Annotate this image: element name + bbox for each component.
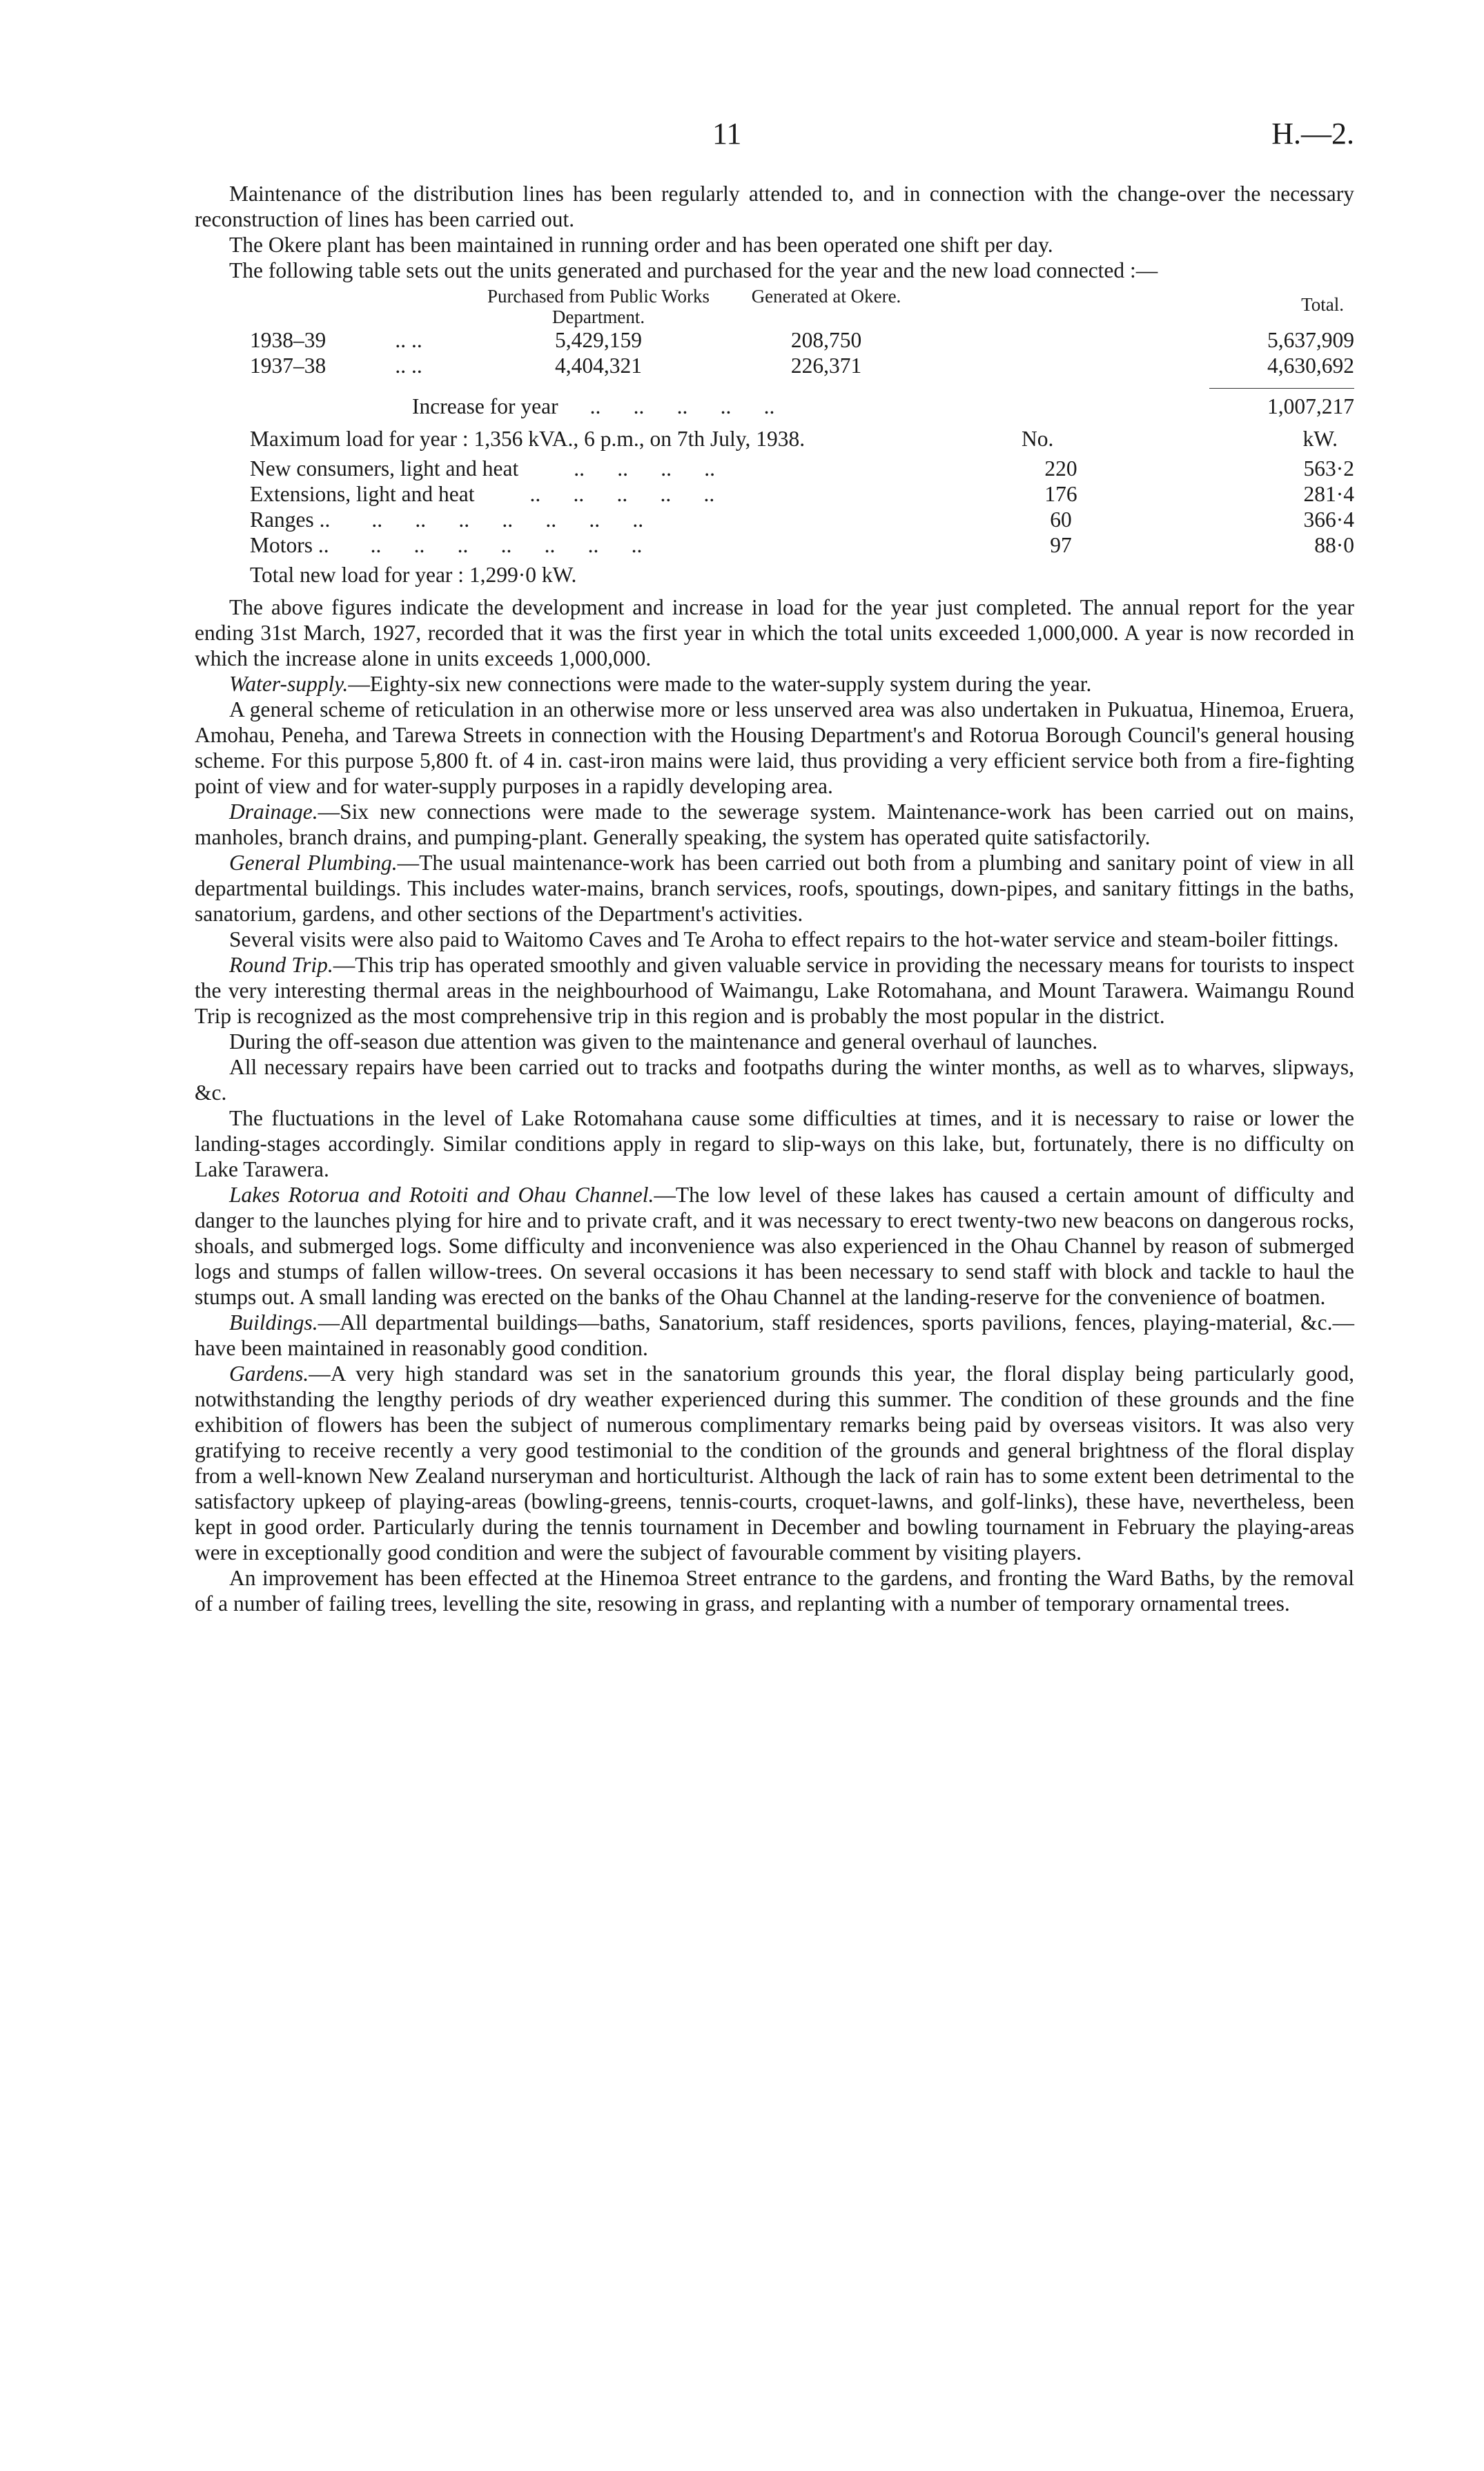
body-paragraph: Several visits were also paid to Waitomo Caves and Te Aroha to effect repairs to the hot-water service and steam-boiler fittings. <box>229 927 1339 951</box>
units-table <box>250 286 1354 419</box>
body-paragraph: Round Trip.—This trip has operated smoothly and given valuable service in providing the necessary means for tourists to inspect the very interesting thermal areas in the neighbourhood of Waimangu, Lake Rotomahana, and Mount Tarawera. Waimangu Round Trip is recognized as the most comprehensive trip in this region and is probably the most popular in the district. <box>195 953 1354 1028</box>
table-row: Extensions, light and heat .. .. .. .. .. 176 281·4 <box>250 482 1354 506</box>
body-paragraph: General Plumbing.—The usual maintenance-work has been carried out both from a plumbing and sanitary point of view in all departmental buildings. This includes water-mains, branch services, roofs, spoutings, down-pipes, and sanitary fittings in the baths, sanatorium, gardens, and other sections of the Department's activities. <box>195 851 1354 926</box>
body-paragraph: An improvement has been effected at the Hinemoa Street entrance to the gardens, and fronting the Ward Baths, by the removal of a number of failing trees, levelling the site, resowing in grass, and replanting with a number of temporary ornamental trees. <box>195 1566 1354 1616</box>
col-kw: kW. <box>1302 427 1338 451</box>
intro-paragraph: The following table sets out the units generated and purchased for the year and the new load connected :— <box>229 258 1158 282</box>
table-row: New consumers, light and heat .. .. .. .. 220 563·2 <box>250 456 1354 481</box>
units-header-purchased: Purchased from Public Works Department. <box>487 286 710 327</box>
units-header-total: Total. <box>1301 294 1344 315</box>
body-paragraph: All necessary repairs have been carried out to tracks and footpaths during the winter months, as well as to wharves, slipways, &c. <box>195 1055 1354 1105</box>
intro-paragraph: The Okere plant has been maintained in running order and has been operated one shift per day. <box>229 233 1053 257</box>
document-body <box>195 181 1354 1616</box>
body-paragraph: A general scheme of reticulation in an otherwise more or less unserved area was also undertaken in Pukuatua, Hinemoa, Eruera, Amohau, Peneha, and Tarewa Streets in connection with the Housing Department's and Rotorua Borough Council's general housing scheme. For this purpose 5,800 ft. of 4 in. cast-iron mains were laid, thus providing a very efficient service both from a fire-fighting point of view and for water-supply purposes in a rapidly developing area. <box>195 697 1354 798</box>
increase-row: Increase for year .. .. .. .. .. 1,007,217 <box>412 394 1354 418</box>
table-row: Ranges .. .. .. .. .. .. .. .. 60 366·4 <box>250 507 1354 532</box>
units-header-generated: Generated at Okere. <box>751 286 901 307</box>
body-paragraph: The fluctuations in the level of Lake Rotomahana cause some difficulties at times, and it is necessary to raise or lower the landing-stages accordingly. Similar conditions apply in regard to slip-ways on this lake, but, fortunately, there is no difficulty on Lake Tarawera. <box>195 1106 1354 1181</box>
body-paragraph: Lakes Rotorua and Rotoiti and Ohau Channel.—The low level of these lakes has caused a certain amount of difficulty and danger to the launches plying for hire and to private craft, and it was necessary to erect twenty-two new beacons on dangerous rocks, shoals, and submerged logs. Some difficulty and inconvenience was also experienced in the Ohau Channel by reason of submerged logs and stumps of fallen willow-trees. On several occasions it has been necessary to send staff with block and tackle to haul the stumps out. A small landing was erected on the banks of the Ohau Channel at the landing-reserve for the convenience of boatmen. <box>195 1183 1354 1309</box>
body-paragraph: Drainage.—Six new connections were made to the sewerage system. Maintenance-work has been carried out on mains, manholes, branch drains, and pumping-plant. Generally speaking, the system has operated quite satisfactorily. <box>195 800 1354 849</box>
page-number: 11 <box>712 117 742 151</box>
body-paragraph: Water-supply.—Eighty-six new connections were made to the water-supply system during the year. <box>229 672 1092 696</box>
body-paragraph: The above figures indicate the development and increase in load for the year just completed. The annual report for the year ending 31st March, 1927, recorded that it was the first year in which the total units exceeded 1,000,000. A year is now recorded in which the increase alone in units exceeds 1,000,000. <box>195 595 1354 670</box>
document-reference: H.—2. <box>1271 117 1354 151</box>
body-paragraph: Gardens.—A very high standard was set in the sanatorium grounds this year, the floral display being particularly good, notwithstanding the lengthy periods of dry weather experienced during this summer. The condition of these grounds and the fine exhibition of flowers has been the subject of numerous complimentary remarks being paid by overseas visitors. It was also very gratifying to receive recently a very good testimonial to the condition of the grounds and general brightness of the floral display from a well-known New Zealand nurseryman and horticulturist. Although the lack of rain has to some extent been detrimental to the satisfactory upkeep of playing-areas (bowling-greens, tennis-courts, croquet-lawns, and golf-links), these have, nevertheless, been kept in good order. Particularly during the tennis tournament in December and bowling tournament in February the playing-areas were in exceptionally good condition and were the subject of favourable comment by visiting players. <box>195 1362 1354 1564</box>
table-row: Motors .. .. .. .. .. .. .. .. 97 88·0 <box>250 533 1354 557</box>
table-row: 1938–39 .. .. 5,429,159 208,750 5,637,909 <box>250 328 1354 352</box>
body-paragraph: Buildings.—All departmental buildings—baths, Sanatorium, staff residences, sports pavilions, fences, playing-material, &c.—have been maintained in reasonably good condition. <box>195 1310 1354 1360</box>
body-paragraph: During the off-season due attention was given to the maintenance and general overhaul of launches. <box>229 1029 1098 1054</box>
maximum-load: Maximum load for year : 1,356 kVA., 6 p.m., on 7th July, 1938. <box>250 427 806 451</box>
table-row: 1937–38 .. .. 4,404,321 226,371 4,630,692 <box>250 353 1354 378</box>
intro-paragraph: Maintenance of the distribution lines has been regularly attended to, and in connection with the change-over the necessary reconstruction of lines has been carried out. <box>195 182 1354 231</box>
paragraphs <box>195 594 1354 1616</box>
total-new-load: Total new load for year : 1,299·0 kW. <box>250 563 577 587</box>
page-header <box>195 116 1354 157</box>
col-no: No. <box>1022 427 1054 451</box>
load-table <box>250 426 1354 588</box>
